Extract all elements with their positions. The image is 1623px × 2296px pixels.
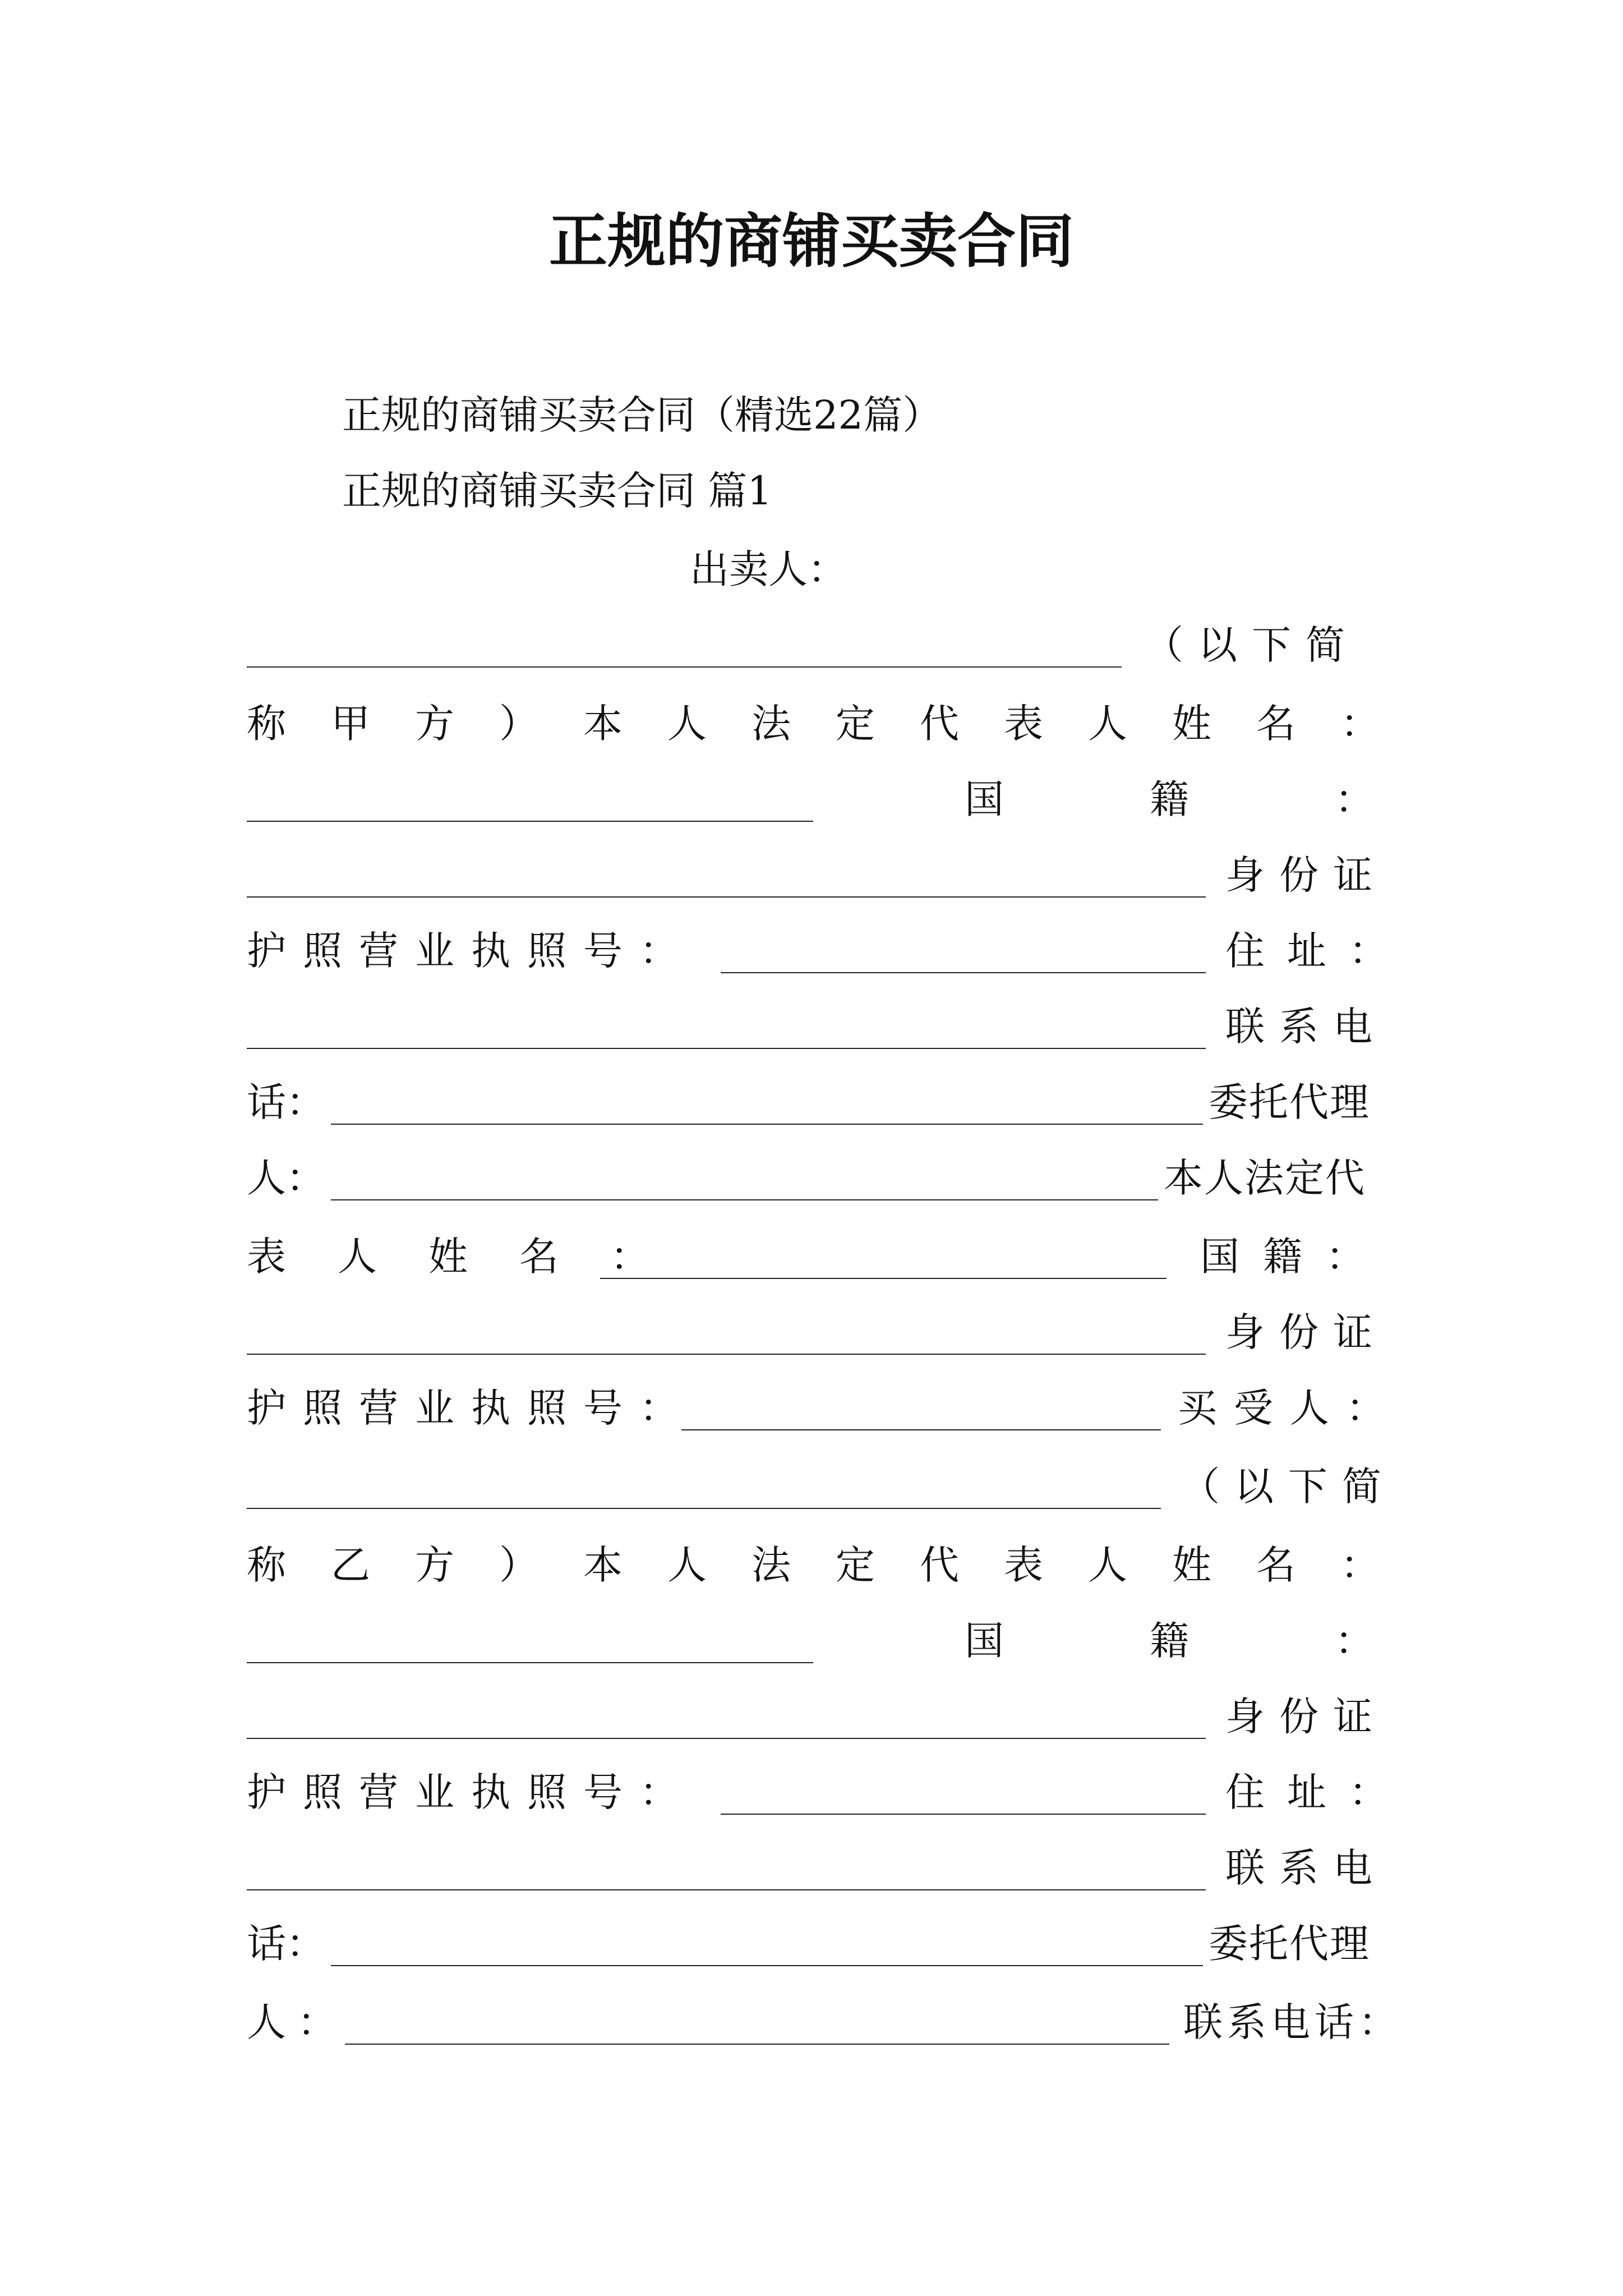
buyer-address-blank[interactable] [247,1889,1206,1890]
seller-address-label: 住址： [1225,928,1410,974]
buyer-license-blank[interactable] [721,1814,1206,1815]
seller-agent-row [247,1150,1396,1206]
seller-nationality-blank[interactable] [247,896,1206,898]
document-subtitle: 正规的商铺买卖合同（精选22篇） [342,392,942,438]
seller-name-blank[interactable] [247,666,1122,668]
seller-agent-rep-row [247,1228,1396,1285]
section-heading: 正规的商铺买卖合同 篇1 [342,468,772,514]
buyer-nationality-blank[interactable] [247,1738,1206,1739]
seller-agent-label-end: 人： [247,1155,325,1201]
seller-rep-name-row [247,771,1520,827]
buyer-label: 买受人： [1178,1385,1402,1431]
document-title: 正规的商铺买卖合同 [548,206,1074,275]
buyer-agent-blank[interactable] [345,2044,1169,2045]
seller-nationality-label: 国籍： [965,776,1520,822]
seller-agent-rep-name-blank[interactable] [600,1278,1166,1279]
seller-address-blank[interactable] [247,1048,1206,1049]
buyer-rep-name-row [247,1613,1520,1669]
buyer-address-row [247,1840,1396,1896]
buyer-agent-label-end: 人： [247,1999,348,2045]
buyer-id-label: 身份证 [1225,1694,1387,1740]
buyer-abbr-row [247,1537,1424,1593]
buyer-address-label: 住址： [1225,1769,1410,1815]
buyer-abbr-close: 称乙方）本人法定代表人姓名： [247,1542,1424,1588]
buyer-name-row [247,1458,1396,1515]
buyer-phone-blank[interactable] [331,1965,1203,1966]
buyer-phone-row [247,1916,1396,1972]
seller-label-row [247,541,1396,597]
seller-agent-id-label: 身份证 [1225,1309,1387,1355]
seller-phone-blank[interactable] [331,1124,1203,1125]
seller-agent-nationality-blank[interactable] [247,1354,1206,1355]
seller-nationality-row [247,847,1396,903]
seller-address-row [247,999,1396,1055]
buyer-agent-label-start: 委托代理 [1209,1921,1370,1967]
seller-agent-license-label: 护照营业执照号： [247,1385,695,1431]
buyer-license-label: 护照营业执照号： [247,1769,695,1815]
seller-rep-name-blank[interactable] [247,821,813,822]
seller-phone-label-start: 联系电 [1225,1004,1387,1050]
seller-abbr-row [247,696,1424,752]
buyer-nationality-label: 国籍： [965,1618,1520,1664]
seller-name-row [247,617,1396,673]
seller-agent-blank[interactable] [331,1199,1158,1200]
seller-phone-row [247,1074,1396,1130]
seller-license-blank[interactable] [721,972,1206,973]
seller-agent-nationality-row [247,1304,1396,1360]
seller-agent-license-row [247,1380,1402,1436]
buyer-rep-name-blank[interactable] [247,1662,813,1663]
seller-agent-label-start: 委托代理 [1209,1079,1370,1125]
buyer-license-row [247,1764,1410,1820]
seller-agent-license-blank[interactable] [681,1429,1161,1430]
buyer-nationality-row [247,1688,1396,1745]
seller-license-row [247,923,1410,979]
seller-agent-rep-name-label: 表人姓名： [247,1234,701,1280]
buyer-phone-label-end: 话： [247,1921,325,1967]
buyer-abbr-open: （以下简 [1181,1464,1396,1510]
seller-phone-label-end: 话： [247,1079,325,1125]
seller-license-label: 护照营业执照号： [247,928,695,974]
seller-agent-nationality-label: 国籍： [1200,1234,1389,1280]
seller-id-label: 身份证 [1225,852,1387,898]
seller-abbr-close: 称甲方）本人法定代表人姓名： [247,701,1424,747]
seller-abbr-open: （以下简 [1144,622,1359,668]
buyer-name-blank[interactable] [247,1508,1161,1509]
buyer-phone-label-start: 联系电 [1225,1845,1387,1891]
seller-agent-rep-start: 本人法定代 [1164,1155,1366,1201]
buyer-agent-row [247,1994,1402,2050]
buyer-contact-label: 联系电话： [1183,1999,1402,2045]
seller-label: 出卖人： [690,546,847,592]
